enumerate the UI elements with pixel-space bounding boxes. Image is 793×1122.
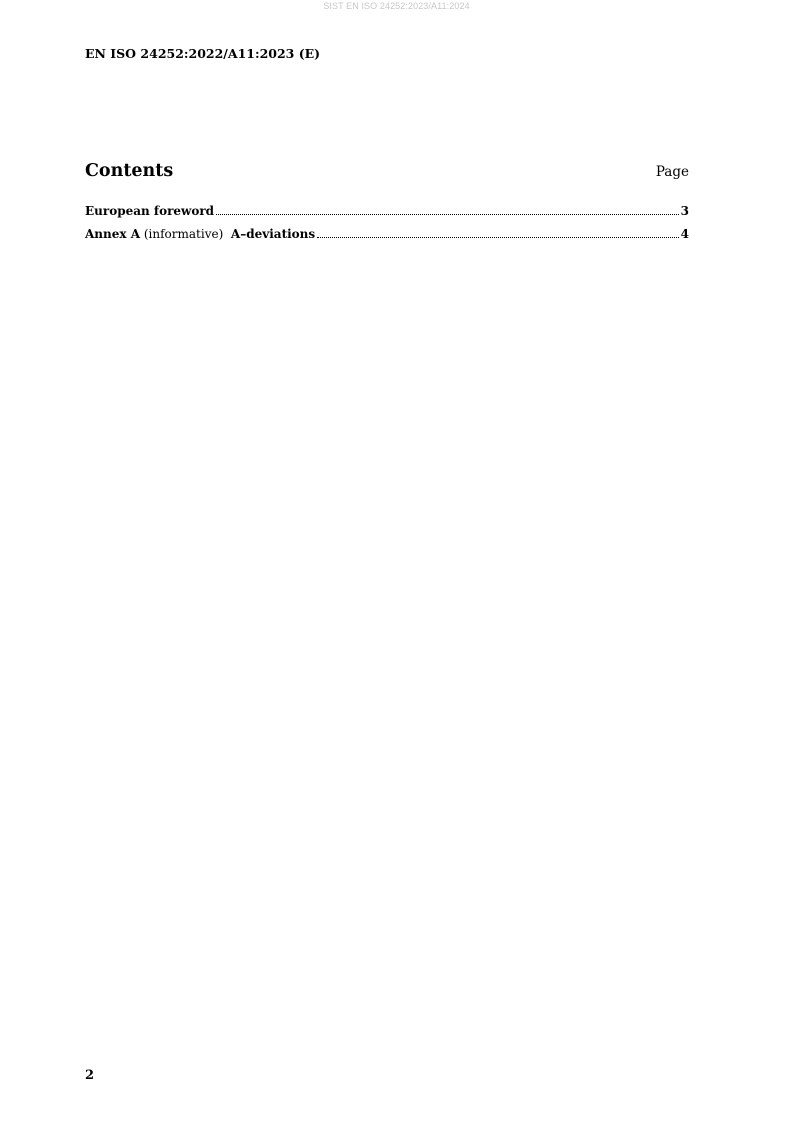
toc-entry-annex-title[interactable]: A–deviations: [230, 227, 316, 241]
toc-entry-title[interactable]: [85, 202, 214, 220]
toc-entry-european-foreword[interactable]: [85, 202, 689, 225]
document-identifier: EN ISO 24252:2022/A11:2023 (E): [85, 46, 321, 61]
page-column-label: Page: [655, 164, 689, 180]
table-of-contents: [85, 202, 689, 248]
contents-title: Contents: [85, 161, 174, 181]
toc-leader-dots: [317, 236, 678, 238]
toc-entry-page[interactable]: 4: [680, 227, 689, 241]
toc-entry-title-text[interactable]: European foreword: [85, 204, 215, 218]
toc-entry-annex-a[interactable]: [85, 225, 689, 248]
toc-entry-annex-label[interactable]: Annex A: [85, 227, 141, 241]
toc-entry-annex-type[interactable]: (informative): [140, 227, 224, 241]
watermark: SIST EN ISO 24252:2023/A11:2024: [323, 1, 470, 11]
page-number: 2: [85, 1068, 95, 1083]
contents-header: [85, 160, 689, 184]
toc-leader-dots: [216, 213, 679, 215]
toc-entry-title[interactable]: [85, 225, 315, 243]
toc-entry-page[interactable]: 3: [680, 204, 689, 218]
